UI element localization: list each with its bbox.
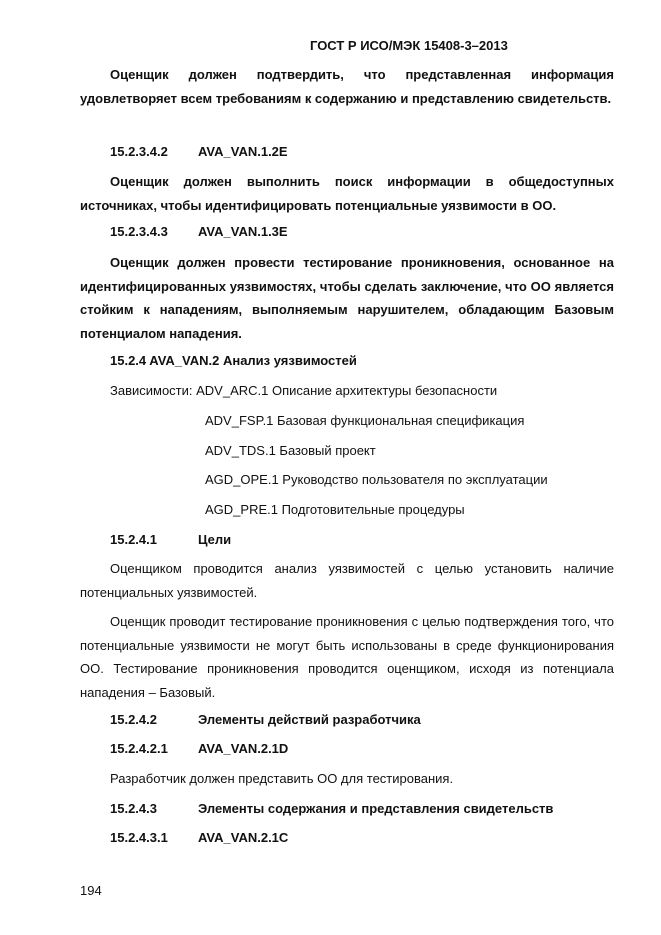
paragraph: Оценщиком проводится анализ уязвимостей с целью установить наличие потенциальных уязвимостей. — [80, 561, 614, 600]
section-heading — [110, 532, 231, 547]
section-number: 15.2.3.4.3 — [110, 224, 168, 239]
section-heading — [110, 224, 288, 239]
section-title: Элементы действий разработчика — [198, 712, 421, 727]
section-number: 15.2.4.2 — [110, 712, 157, 727]
section-title: Элементы содержания и представления свидетельств — [198, 801, 554, 816]
section-heading — [110, 801, 553, 816]
section-heading — [110, 830, 288, 845]
paragraph: Оценщик должен выполнить поиск информации в общедоступных источниках, чтобы идентифицировать потенциальные уязвимости в ОО. — [80, 174, 614, 213]
paragraph: Оценщик должен подтвердить, что представленная информация удовлетворяет всем требованиям к содержанию и представлению свидетельств. — [80, 67, 614, 106]
dependencies-line: ADV_FSP.1 Базовая функциональная спецификация — [205, 413, 525, 428]
dependencies-line: AGD_PRE.1 Подготовительные процедуры — [205, 502, 465, 517]
section-number: 15.2.4.2.1 — [110, 741, 168, 756]
section-title: AVA_VAN.2.1C — [198, 830, 289, 845]
page-header: ГОСТ Р ИСО/МЭК 15408-3–2013 — [310, 38, 508, 53]
dependencies-line: ADV_TDS.1 Базовый проект — [205, 443, 376, 458]
paragraph: Разработчик должен представить ОО для тестирования. — [110, 771, 454, 786]
section-title: AVA_VAN.2.1D — [198, 741, 289, 756]
page-number: 194 — [80, 883, 102, 898]
section-title: AVA_VAN.1.3E — [198, 224, 288, 239]
section-number: 15.2.4.3 — [110, 801, 157, 816]
section-heading — [110, 144, 288, 159]
dependencies-line: AGD_OPE.1 Руководство пользователя по эксплуатации — [205, 472, 548, 487]
paragraph: Оценщик проводит тестирование проникновения с целью подтверждения того, что потенциальные уязвимости не могут быть использованы в среде функционирования ОО. Тестирование проникновения проводится оценщиком, исходя из потенциала нападения – Базовый. — [80, 614, 614, 700]
section-heading — [110, 741, 288, 756]
section-title: AVA_VAN.1.2E — [198, 144, 288, 159]
section-number: 15.2.3.4.2 — [110, 144, 168, 159]
section-heading — [110, 712, 421, 727]
section-number: 15.2.4.3.1 — [110, 830, 168, 845]
section-heading: 15.2.4 AVA_VAN.2 Анализ уязвимостей — [110, 353, 357, 368]
section-title: Цели — [198, 532, 232, 547]
section-number: 15.2.4.1 — [110, 532, 157, 547]
paragraph: Оценщик должен провести тестирование проникновения, основанное на идентифицированных уязвимостях, чтобы сделать заключение, что ОО является стойким к нападениям, выполняемым нарушителем, обладающим Базовым потенциалом нападения. — [80, 255, 614, 341]
dependencies-line: Зависимости: ADV_ARC.1 Описание архитектуры безопасности — [110, 383, 498, 398]
